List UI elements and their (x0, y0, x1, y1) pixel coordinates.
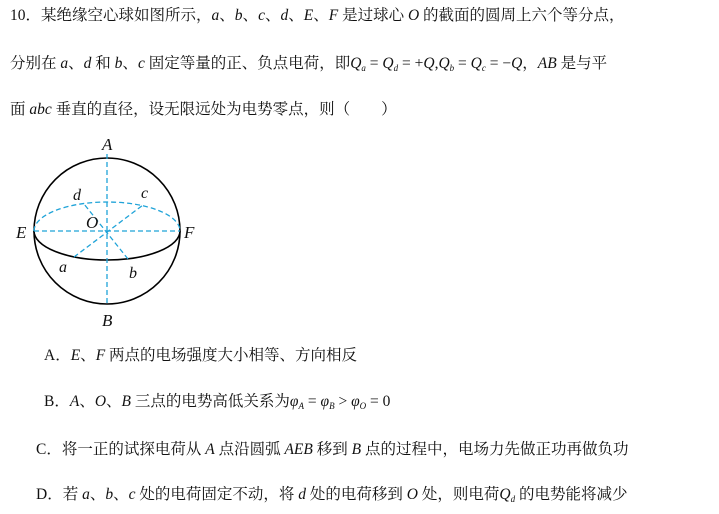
label-d: d (73, 187, 81, 204)
label-F: F (184, 223, 195, 242)
question-line-1: 10．某绝缘空心球如图所示，a、b、c、d、E、F 是过球心 O 的截面的圆周上六个等分点， (10, 7, 625, 24)
option-a: A．E、F 两点的电场强度大小相等、方向相反 (44, 347, 358, 364)
label-O: O (86, 213, 99, 232)
label-b: b (129, 265, 137, 282)
question-number: 10． (10, 7, 42, 24)
option-c: C．将一正的试探电荷从 A 点沿圆弧 AEB 移到 B 点的过程中，电场力先做正功再做负功 (36, 441, 629, 458)
charge-equation: $Q_a = Q_d = +Q,Q_b = Q_c = -Q$ (350, 55, 523, 73)
sphere-diagram (10, 132, 210, 332)
option-b: B．A、O、B 三点的电势高低关系为$\varphi_A = \varphi_B > \varphi_O = 0$ (44, 393, 391, 411)
label-A: A (102, 135, 113, 154)
potential-relation: $\varphi_A = \varphi_B > \varphi_O = 0$ (289, 393, 391, 411)
label-c: c (141, 185, 149, 202)
question-line-3: 面 abc 垂直的直径，设无限远处为电势零点，则（ ） (10, 101, 397, 118)
option-d: D．若 a、b、c 处的电荷固定不动，将 d 处的电荷移到 O 处，则电荷$Q_d$ 的电势能将减少 (36, 486, 628, 504)
label-E: E (16, 223, 27, 242)
label-a: a (59, 259, 67, 276)
question-line-2: 分别在 a、d 和 b、c 固定等量的正、负点电荷，即$Q_a = Q_d = +Q,Q_b = Q_c = -Q$，AB 是与平 (10, 55, 608, 73)
label-B: B (102, 311, 113, 330)
